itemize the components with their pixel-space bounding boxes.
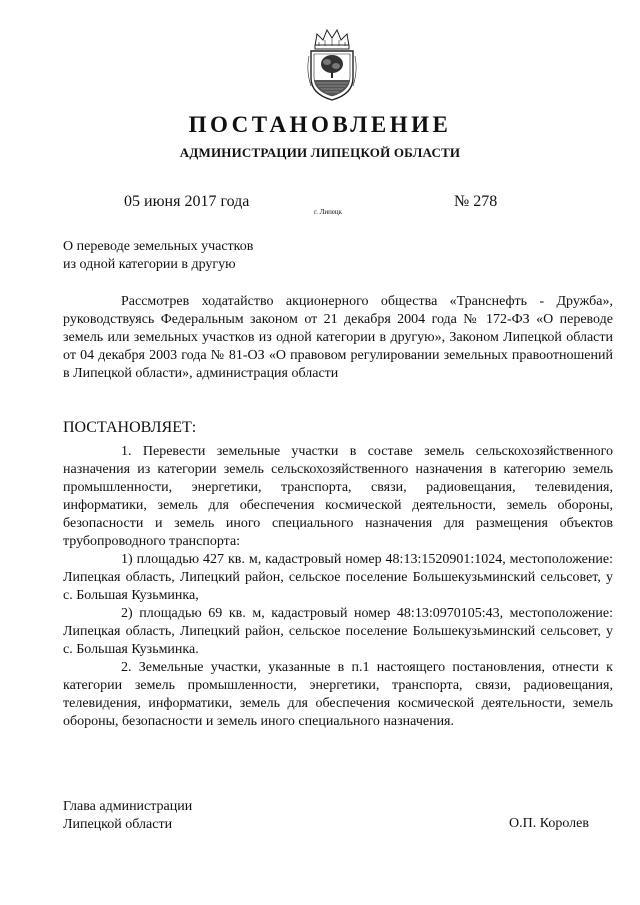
preamble-block: [63, 293, 613, 383]
preamble-paragraph: Рассмотрев ходатайство акционерного общества «Транснефть - Дружба», руководствуясь Федеральным законом от 21 декабря 2004 года № 172-ФЗ «О переводе земель или земельных участков из одной категории в другую», Законом Липецкой области от 04 декабря 2003 года № 81-ОЗ «О правовом регулировании земельных правоотношений в Липецкой области», администрация области: [63, 294, 613, 381]
issuing-authority: АДМИНИСТРАЦИИ ЛИПЕЦКОЙ ОБЛАСТИ: [179, 145, 461, 160]
lipetsk-coat-of-arms-icon: [303, 26, 361, 102]
document-city: г. Липецк: [314, 208, 343, 216]
subject-line-2: из одной категории в другую: [63, 257, 236, 272]
item-1-subitem-1: 1) площадью 427 кв. м, кадастровый номер 48:13:1520901:1024, местоположение: Липецкая область, Липецкий район, сельское поселение Большекузьминский сельсовет, у с. Большая Кузьминка,: [63, 552, 613, 603]
signatory-name: О.П. Королев: [509, 816, 589, 831]
document-title: ПОСТАНОВЛЕНИЕ: [188, 112, 452, 137]
item-2-paragraph: 2. Земельные участки, указанные в п.1 настоящего постановления, отнести к категории земель промышленности, энергетики, транспорта, связи, радиовещания, телевидения, информатики, земель для обеспечения космической деятельности, земель обороны, безопасности и земель иного специального назначения.: [63, 660, 613, 729]
decree-word: ПОСТАНОВЛЯЕТ:: [63, 419, 197, 436]
signatory-title-line-2: Липецкой области: [63, 817, 173, 832]
document-number: № 278: [454, 193, 498, 210]
item-1-subitem-2: 2) площадью 69 кв. м, кадастровый номер 48:13:0970105:43, местоположение: Липецкая область, Липецкий район, сельское поселение Большекузьминский сельсовет, у с. Большая Кузьминка.: [63, 606, 613, 657]
decree-body: [63, 443, 613, 731]
document-date: 05 июня 2017 года: [124, 193, 250, 210]
item-1-paragraph: 1. Перевести земельные участки в составе земель сельскохозяйственного назначения из категории земель сельскохозяйственного назначения в категорию земель промышленности, энергетики, транспорта, связи, радиовещания, телевидения, информатики, земель для обеспечения космической деятельности, земель обороны, безопасности и земель иного специального назначения для размещения объектов трубопроводного транспорта:: [63, 444, 613, 549]
subject-line-1: О переводе земельных участков: [63, 239, 254, 254]
signatory-title-line-1: Глава администрации: [63, 799, 193, 814]
document-subject: [63, 238, 253, 274]
signatory-title: [63, 798, 192, 834]
